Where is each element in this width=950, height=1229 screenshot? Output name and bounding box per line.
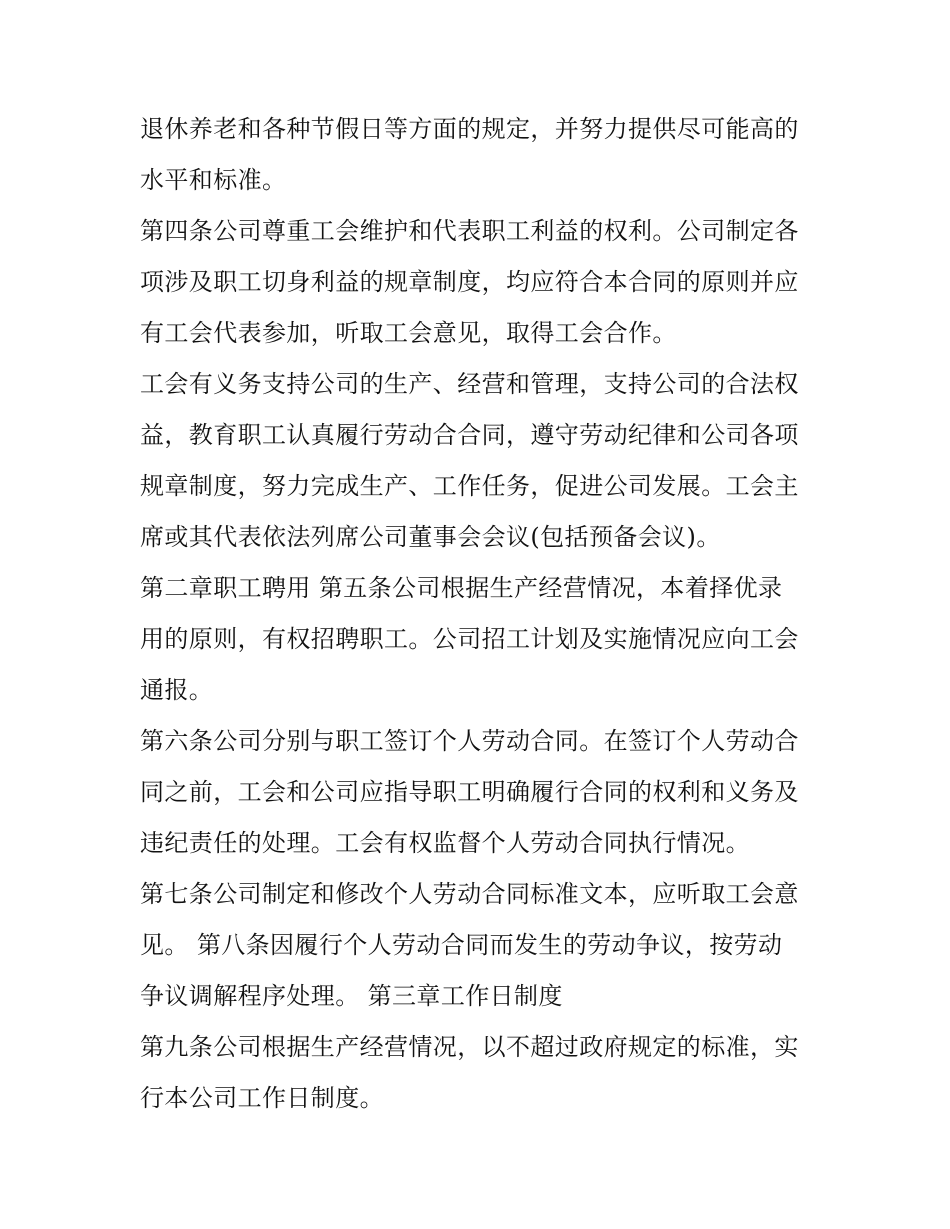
text-line: 第七条公司制定和修改个人劳动合同标准文本，应听取工会意 [140, 880, 799, 908]
text-line: 规章制度，努力完成生产、工作任务，促进公司发展。工会主 [140, 472, 799, 500]
text-line: 用的原则，有权招聘职工。公司招工计划及实施情况应向工会 [140, 625, 799, 653]
text-line: 水平和标准。 [140, 166, 287, 194]
text-line: 见。 第八条因履行个人劳动合同而发生的劳动争议，按劳动 [140, 931, 783, 959]
text-line: 工会有义务支持公司的生产、经营和管理，支持公司的合法权 [140, 370, 799, 398]
text-line: 退休养老和各种节假日等方面的规定，并努力提供尽可能高的 [140, 115, 799, 143]
text-line: 争议调解程序处理。 第三章工作日制度 [140, 982, 563, 1010]
text-line: 同之前，工会和公司应指导职工明确履行合同的权利和义务及 [140, 778, 799, 806]
text-line: 第四条公司尊重工会维护和代表职工利益的权利。公司制定各 [140, 217, 799, 245]
text-line: 项涉及职工切身利益的规章制度，均应符合本合同的原则并应 [140, 268, 799, 296]
text-line: 第九条公司根据生产经营情况，以不超过政府规定的标准，实 [140, 1033, 799, 1061]
text-line: 第二章职工聘用 第五条公司根据生产经营情况，本着择优录 [140, 574, 783, 602]
text-line: 行本公司工作日制度。 [140, 1084, 384, 1112]
text-line: 通报。 [140, 676, 214, 704]
text-line: 席或其代表依法列席公司董事会会议(包括预备会议)。 [140, 523, 721, 551]
text-line: 有工会代表参加，听取工会意见，取得工会合作。 [140, 319, 677, 347]
text-line: 第六条公司分别与职工签订个人劳动合同。在签订个人劳动合 [140, 727, 799, 755]
document-body [140, 104, 812, 1124]
text-line: 违纪责任的处理。工会有权监督个人劳动合同执行情况。 [140, 829, 750, 857]
text-line: 益，教育职工认真履行劳动合合同，遵守劳动纪律和公司各项 [140, 421, 799, 449]
